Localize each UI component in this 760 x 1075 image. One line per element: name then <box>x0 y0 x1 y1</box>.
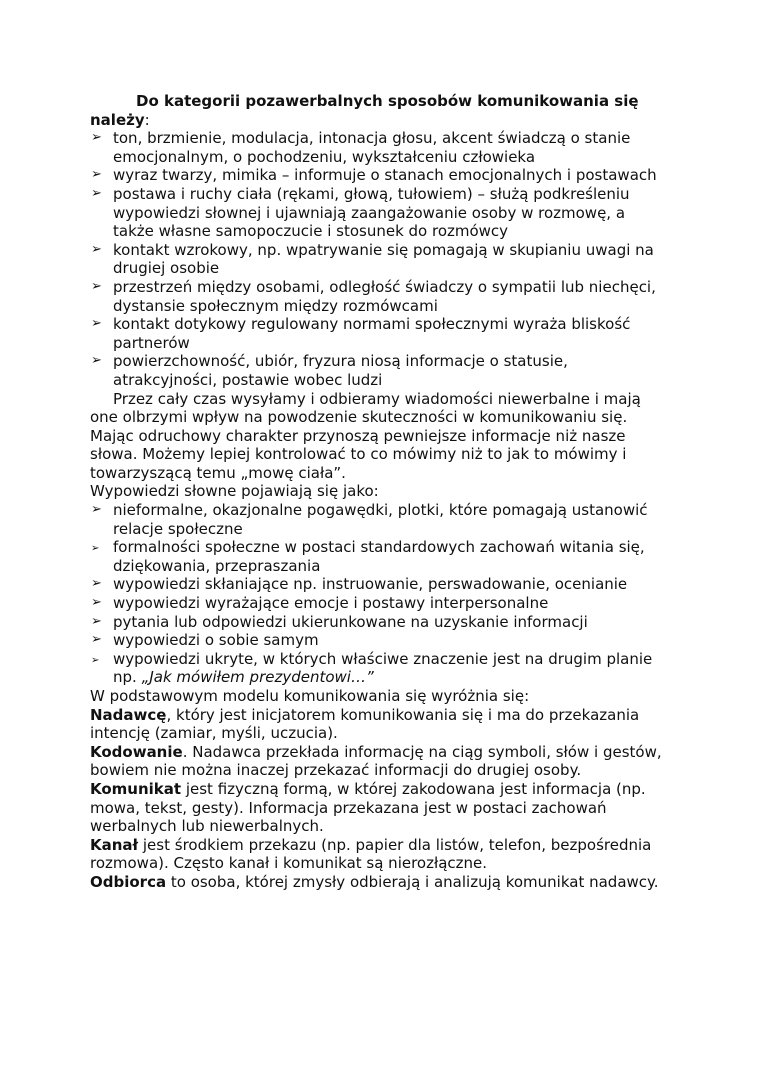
bullet-arrow-icon: ➢ <box>91 543 100 555</box>
paragraph-nonverbal-summary: Przez cały czas wysyłamy i odbieramy wiadomości niewerbalne i mają one olbrzymi wpływ na powodzenie skuteczności w komunikowaniu się. Mając odruchowy charakter przynoszą pewniejsze informacje niż nasze słowa. Możemy lepiej kontrolować to co mówimy niż to jak to mówimy i towarzyszącą temu „mowę ciała”. <box>90 389 641 482</box>
list-item <box>90 241 670 278</box>
list-item <box>90 129 670 166</box>
list-item-text: wypowiedzi ukryte, w których właściwe znaczenie jest na drugim planie np. <box>113 649 653 687</box>
list-item-text: przestrzeń między osobami, odległość świadczy o sympatii lub niechęci, dystansie społecznym między rozmówcami <box>113 277 656 315</box>
definition-message <box>90 780 670 836</box>
definition-term: Komunikat <box>90 779 182 798</box>
list-item-text: wyraz twarzy, mimika – informuje o stanach emocjonalnych i postawach <box>113 166 657 185</box>
title-emphasis: należy <box>90 110 145 129</box>
list-item-text: wypowiedzi skłaniające np. instruowanie, perswadowanie, ocenianie <box>113 575 628 594</box>
definition-text: jest środkiem przekazu (np. papier dla listów, telefon, bezpośrednia rozmowa). Często kanał i komunikat są nierozłączne. <box>90 835 652 873</box>
list-item-text: powierzchowność, ubiór, fryzura niosą informacje o statusie, atrakcyjności, postawie wobec ludzi <box>113 352 568 389</box>
bullet-arrow-icon: ➢ <box>91 576 102 592</box>
bullet-arrow-icon: ➢ <box>91 613 102 629</box>
list-item <box>90 352 670 389</box>
list-item-text: wypowiedzi wyrażające emocje i postawy interpersonalne <box>113 594 549 613</box>
title-colon: : <box>144 110 150 129</box>
definition-channel <box>90 836 670 873</box>
bullet-arrow-icon: ➢ <box>91 502 102 518</box>
bullet-arrow-icon: ➢ <box>91 185 102 201</box>
nonverbal-list <box>90 129 670 389</box>
definition-term: Kodowanie <box>90 742 183 761</box>
list-item-text: pytania lub odpowiedzi ukierunkowane na uzyskanie informacji <box>113 612 588 631</box>
bullet-arrow-icon: ➢ <box>91 316 102 332</box>
bullet-arrow-icon: ➢ <box>91 353 102 369</box>
definition-encoding <box>90 743 670 780</box>
definition-term: Kanał <box>90 835 139 854</box>
definition-term: Odbiorca <box>90 872 167 891</box>
list-item <box>90 278 670 315</box>
list-item <box>90 631 670 650</box>
title-line-1: Do kategorii pozawerbalnych sposobów komunikowania się <box>136 92 639 110</box>
list-item-text: ton, brzmienie, modulacja, intonacja głosu, akcent świadczą o stanie emocjonalnym, o pochodzeniu, wykształceniu człowieka <box>113 129 631 166</box>
list-item-text: kontakt dotykowy regulowany normami społecznymi wyraża bliskość partnerów <box>113 315 631 352</box>
list-item <box>90 166 670 185</box>
definition-receiver <box>90 873 670 892</box>
bullet-arrow-icon: ➢ <box>91 595 102 611</box>
list-item-text: wypowiedzi o sobie samym <box>113 631 319 650</box>
definition-text: , który jest inicjatorem komunikowania się i ma do przekazania intencję (zamiar, myśli, uczucia). <box>90 705 640 743</box>
definition-sender <box>90 706 670 743</box>
bullet-arrow-icon: ➢ <box>91 278 102 294</box>
list-item <box>90 315 670 352</box>
list-item <box>90 185 670 241</box>
verbal-list <box>90 501 670 687</box>
bullet-arrow-icon: ➢ <box>91 654 100 666</box>
list-item <box>90 575 670 594</box>
list-item <box>90 594 670 613</box>
list-item <box>90 613 670 632</box>
bullet-arrow-icon: ➢ <box>91 167 102 183</box>
definition-text: . Nadawca przekłada informację na ciąg symboli, słów i gestów, bowiem nie można inaczej przekazać informacji do drugiej osoby. <box>90 742 662 780</box>
definition-term: Nadawcę <box>90 705 167 724</box>
bullet-arrow-icon: ➢ <box>91 130 102 146</box>
list-item-text: kontakt wzrokowy, np. wpatrywanie się pomagają w skupianiu uwagi na drugiej osobie <box>113 240 654 278</box>
list-item-text: postawa i ruchy ciała (rękami, głową, tułowiem) – służą podkreśleniu wypowiedzi słownej i ujawniają zaangażowanie osoby w rozmowę, a także własne samopoczucie i stosunek do rozmówcy <box>113 184 630 241</box>
list-item-text: formalności społeczne w postaci standardowych zachowań witania się, dziękowania, przepraszania <box>113 538 645 575</box>
example-quote: „Jak mówiłem prezydentowi…” <box>141 668 374 687</box>
list-item-text: nieformalne, okazjonalne pogawędki, plotki, które pomagają ustanowić relacje społeczne <box>113 501 648 538</box>
bullet-arrow-icon: ➢ <box>91 241 102 257</box>
list-item <box>90 501 670 538</box>
model-intro: W podstawowym modelu komunikowania się wyróżnia się: <box>90 687 530 705</box>
title-line-2 <box>90 111 670 130</box>
definition-text: jest fizyczną formą, w której zakodowana jest informacja (np. mowa, tekst, gesty). Informacja przekazana jest w postaci zachowań werbalnych lub niewerbalnych. <box>90 779 646 836</box>
verbal-intro: Wypowiedzi słowne pojawiają się jako: <box>90 482 379 501</box>
definition-text: to osoba, której zmysły odbierają i analizują komunikat nadawcy. <box>166 872 659 891</box>
list-item <box>90 650 670 687</box>
bullet-arrow-icon: ➢ <box>91 632 102 648</box>
list-item <box>90 538 670 575</box>
